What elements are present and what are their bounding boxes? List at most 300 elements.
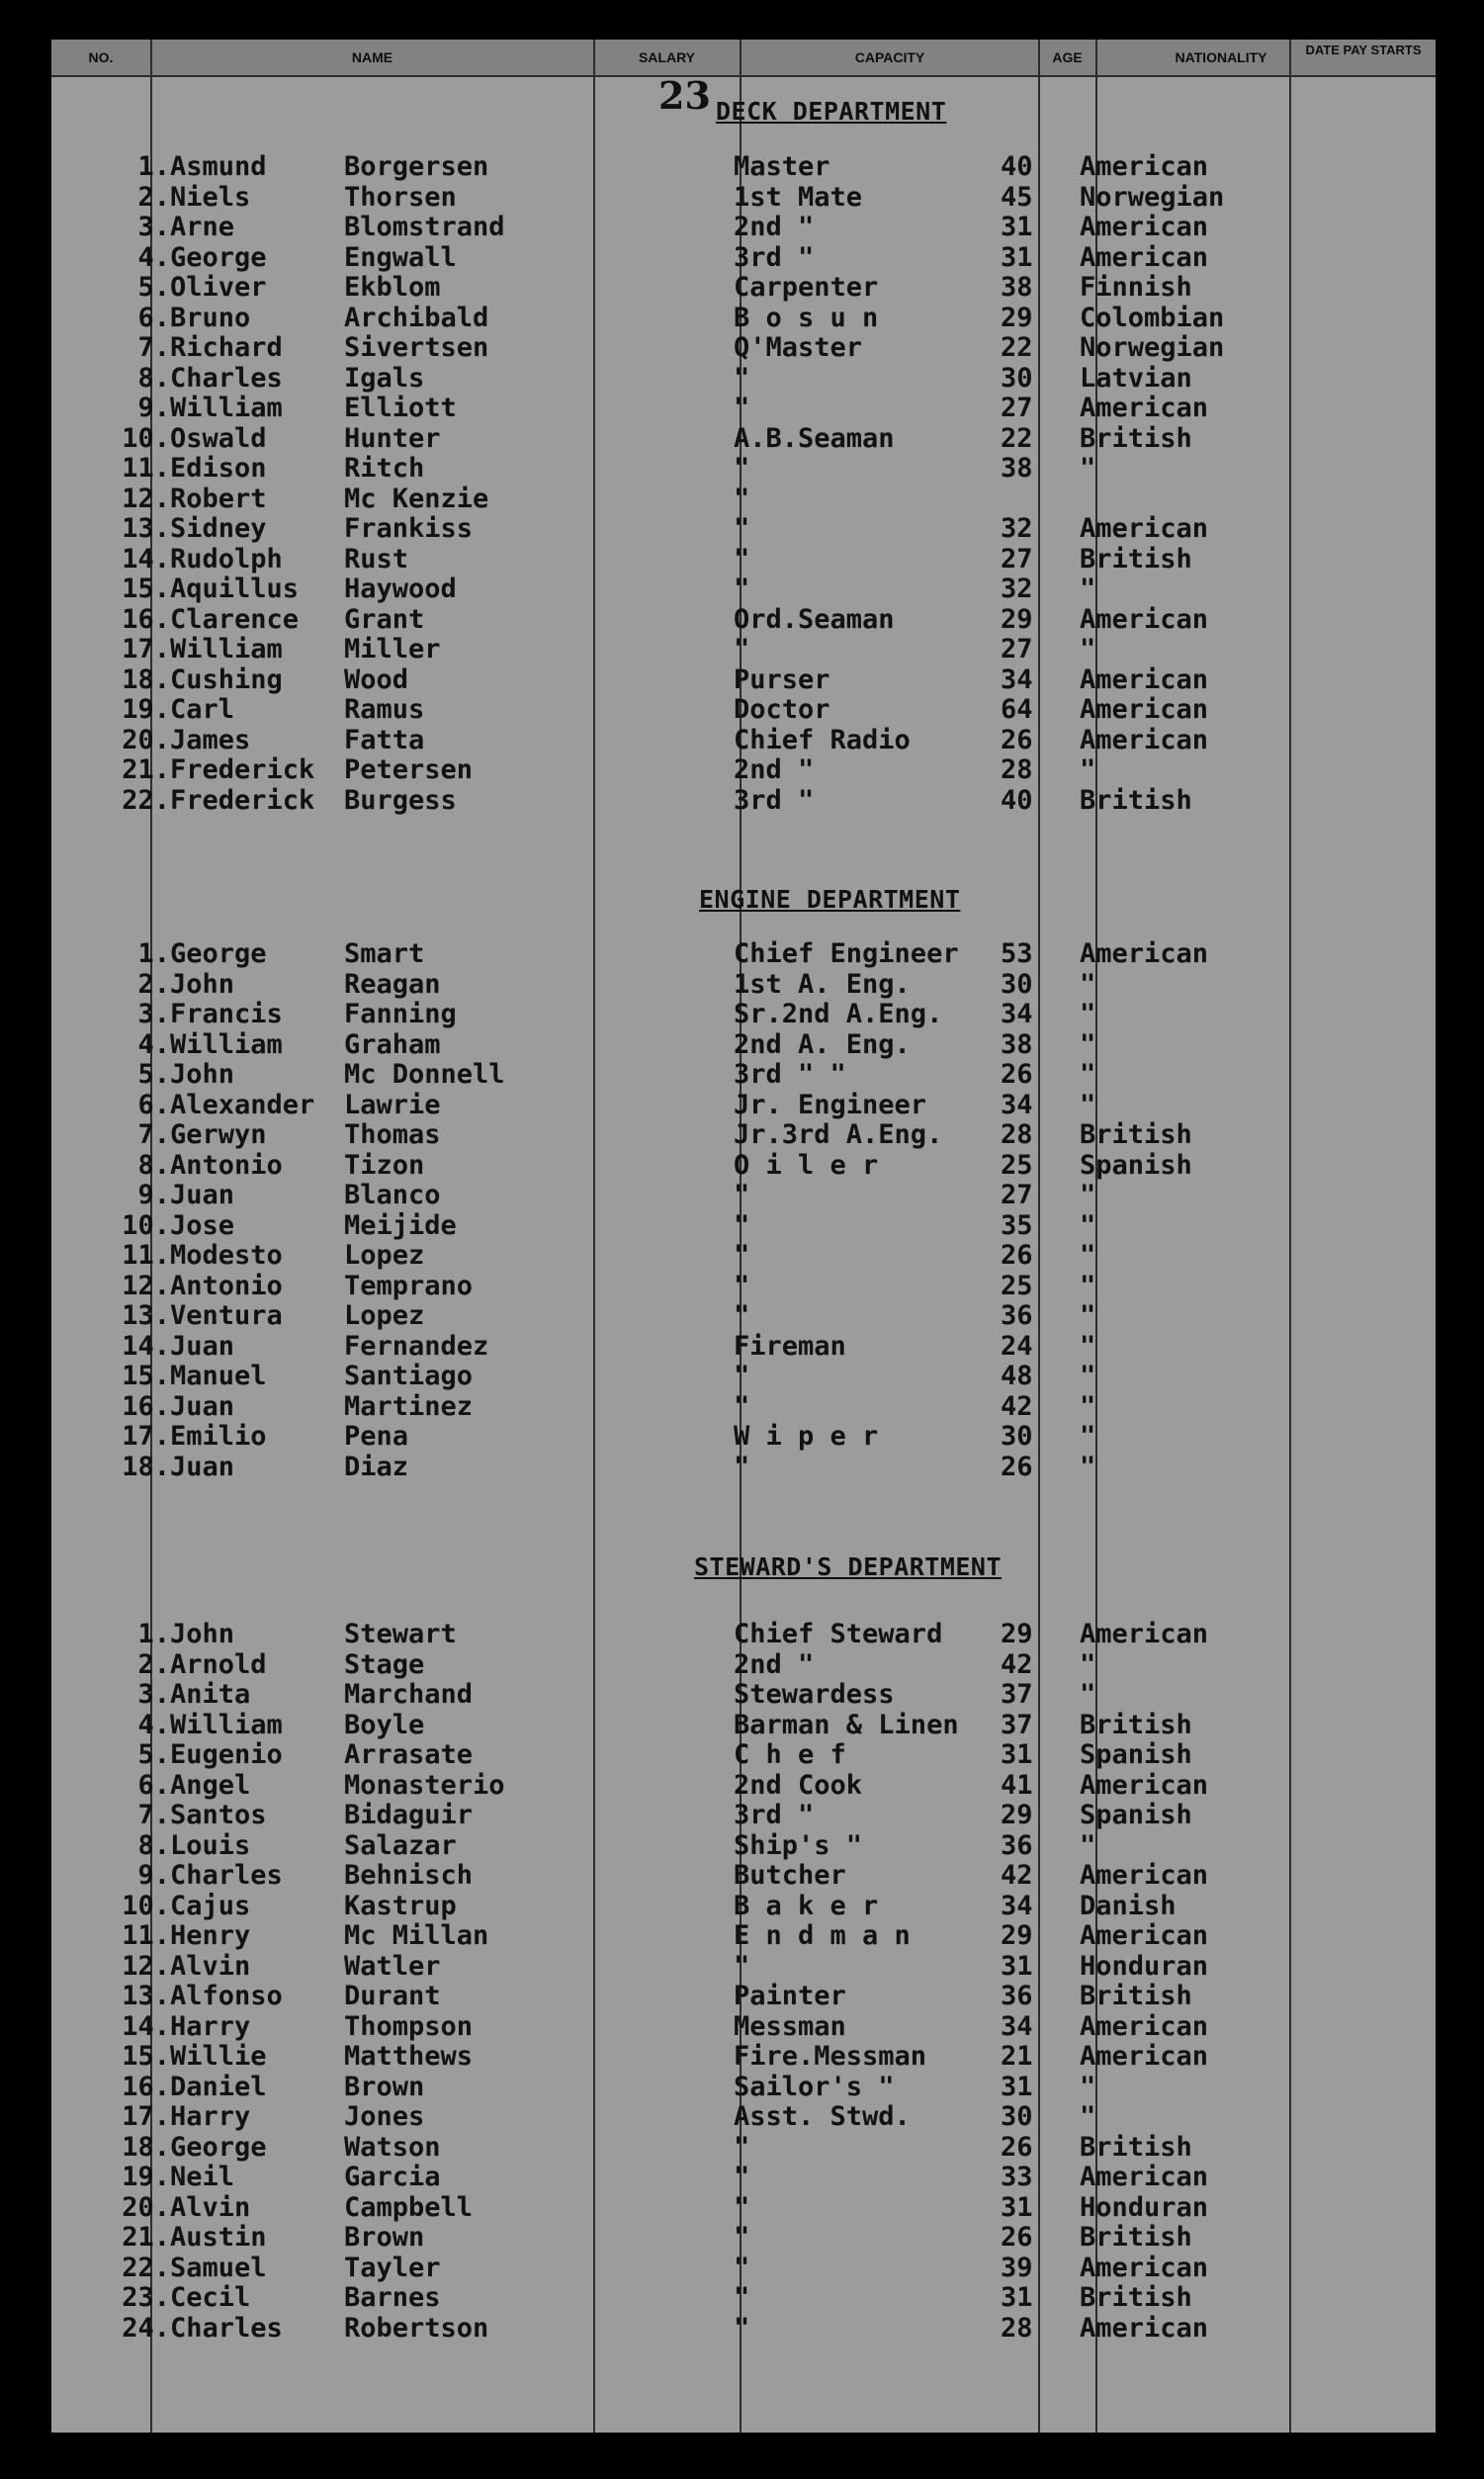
crew-number: 1. bbox=[137, 938, 170, 969]
crew-age: 32 bbox=[1001, 513, 1033, 544]
crew-capacity: W i p e r bbox=[734, 1421, 879, 1452]
crew-last-name: Smart bbox=[344, 938, 425, 969]
crew-last-name: Kastrup bbox=[344, 1890, 457, 1921]
crew-row bbox=[51, 635, 1436, 664]
crew-row bbox=[51, 1831, 1436, 1861]
crew-nationality: " bbox=[1080, 1059, 1096, 1090]
crew-row bbox=[51, 2042, 1436, 2072]
crew-first-name: Oliver bbox=[170, 272, 267, 303]
crew-first-name: George bbox=[170, 2131, 267, 2163]
crew-row bbox=[51, 695, 1436, 725]
crew-row bbox=[51, 575, 1436, 604]
crew-last-name: Tayler bbox=[344, 2252, 441, 2283]
crew-last-name: Lopez bbox=[344, 1300, 425, 1331]
crew-last-name: Archibald bbox=[344, 302, 489, 333]
crew-row bbox=[51, 364, 1436, 394]
crew-first-name: Jose bbox=[170, 1209, 235, 1241]
crew-number: 5. bbox=[137, 1739, 170, 1770]
crew-row bbox=[51, 970, 1436, 1000]
crew-capacity: " bbox=[734, 2252, 750, 2283]
crew-capacity: 2nd " bbox=[734, 754, 815, 785]
crew-first-name: Anita bbox=[170, 1679, 251, 1710]
crew-number: 2. bbox=[137, 968, 170, 1000]
crew-number: 6. bbox=[137, 1769, 170, 1801]
crew-number: 18. bbox=[122, 1451, 170, 1482]
crew-row bbox=[51, 1362, 1436, 1391]
crew-last-name: Reagan bbox=[344, 968, 441, 1000]
crew-row bbox=[51, 1091, 1436, 1120]
crew-number: 12. bbox=[122, 1950, 170, 1982]
crew-nationality: Honduran bbox=[1080, 2191, 1209, 2223]
crew-last-name: Watler bbox=[344, 1950, 441, 1982]
crew-row bbox=[51, 1332, 1436, 1362]
crew-row bbox=[51, 1301, 1436, 1331]
crew-age: 37 bbox=[1001, 1709, 1033, 1740]
crew-number: 13. bbox=[122, 1300, 170, 1331]
crew-row bbox=[51, 1952, 1436, 1982]
crew-nationality: American bbox=[1080, 694, 1209, 725]
crew-capacity: Chief Radio bbox=[734, 724, 911, 755]
crew-number: 19. bbox=[122, 2162, 170, 2192]
crew-nationality: American bbox=[1080, 1619, 1209, 1649]
crew-nationality: " bbox=[1080, 453, 1096, 484]
crew-age: 30 bbox=[1001, 1421, 1033, 1452]
crew-first-name: Henry bbox=[170, 1920, 251, 1951]
crew-row bbox=[51, 304, 1436, 333]
crew-capacity: Carpenter bbox=[734, 272, 879, 303]
crew-number: 15. bbox=[122, 1361, 170, 1391]
crew-number: 2. bbox=[137, 1648, 170, 1680]
crew-nationality: " bbox=[1080, 1390, 1096, 1422]
crew-age: 42 bbox=[1001, 1390, 1033, 1422]
crew-capacity: " bbox=[734, 2282, 750, 2313]
crew-nationality: British bbox=[1080, 2222, 1192, 2253]
crew-capacity: B a k e r bbox=[734, 1890, 879, 1921]
crew-number: 18. bbox=[122, 2131, 170, 2163]
crew-nationality: British bbox=[1080, 2282, 1192, 2313]
crew-nationality: " bbox=[1080, 1330, 1096, 1362]
crew-capacity: " bbox=[734, 634, 750, 664]
crew-nationality: " bbox=[1080, 574, 1096, 604]
crew-capacity: Butcher bbox=[734, 1860, 846, 1891]
crew-first-name: John bbox=[170, 1619, 235, 1649]
crew-number: 24. bbox=[122, 2312, 170, 2344]
crew-first-name: Cushing bbox=[170, 664, 283, 695]
crew-nationality: " bbox=[1080, 1180, 1096, 1210]
crew-capacity: Sr.2nd A.Eng. bbox=[734, 999, 943, 1029]
crew-first-name: Daniel bbox=[170, 2071, 267, 2102]
crew-nationality: " bbox=[1080, 634, 1096, 664]
crew-capacity: " bbox=[734, 453, 750, 484]
crew-age: 29 bbox=[1001, 1619, 1033, 1649]
crew-last-name: Igals bbox=[344, 362, 425, 394]
crew-last-name: Brown bbox=[344, 2071, 425, 2102]
crew-first-name: Carl bbox=[170, 694, 235, 725]
crew-last-name: Ramus bbox=[344, 694, 425, 725]
crew-capacity: " bbox=[734, 1180, 750, 1210]
crew-capacity: Doctor bbox=[734, 694, 830, 725]
crew-first-name: Niels bbox=[170, 181, 251, 213]
crew-last-name: Stage bbox=[344, 1648, 425, 1680]
crew-first-name: Charles bbox=[170, 2312, 283, 2344]
crew-capacity: " bbox=[734, 483, 750, 514]
crew-last-name: Ekblom bbox=[344, 272, 441, 303]
crew-number: 4. bbox=[137, 241, 170, 273]
crew-row bbox=[51, 2223, 1436, 2253]
crew-nationality: Colombian bbox=[1080, 302, 1225, 333]
crew-last-name: Behnisch bbox=[344, 1860, 474, 1891]
crew-last-name: Thompson bbox=[344, 2010, 474, 2042]
crew-first-name: Angel bbox=[170, 1769, 251, 1801]
crew-row bbox=[51, 1861, 1436, 1891]
crew-age: 30 bbox=[1001, 362, 1033, 394]
crew-number: 10. bbox=[122, 422, 170, 454]
crew-nationality: " bbox=[1080, 1451, 1096, 1482]
crew-nationality: " bbox=[1080, 1270, 1096, 1301]
crew-first-name: Neil bbox=[170, 2162, 235, 2192]
crew-nationality: American bbox=[1080, 1920, 1209, 1951]
crew-capacity: " bbox=[734, 574, 750, 604]
header-name: NAME bbox=[351, 49, 393, 65]
crew-last-name: Engwall bbox=[344, 241, 457, 273]
crew-age: 26 bbox=[1001, 1240, 1033, 1271]
crew-age: 31 bbox=[1001, 241, 1033, 273]
crew-age: 32 bbox=[1001, 574, 1033, 604]
crew-age: 48 bbox=[1001, 1361, 1033, 1391]
crew-nationality: " bbox=[1080, 1240, 1096, 1271]
crew-number: 18. bbox=[122, 664, 170, 695]
crew-last-name: Diaz bbox=[344, 1451, 409, 1482]
crew-first-name: Arne bbox=[170, 212, 235, 242]
crew-first-name: Asmund bbox=[170, 151, 267, 182]
crew-age: 40 bbox=[1001, 151, 1033, 182]
crew-age: 31 bbox=[1001, 212, 1033, 242]
crew-capacity: B o s u n bbox=[734, 302, 879, 333]
crew-first-name: Austin bbox=[170, 2222, 267, 2253]
crew-row bbox=[51, 2314, 1436, 2344]
crew-nationality: American bbox=[1080, 241, 1209, 273]
crew-row bbox=[51, 1272, 1436, 1301]
crew-row bbox=[51, 786, 1436, 816]
crew-nationality: American bbox=[1080, 938, 1209, 969]
crew-first-name: Manuel bbox=[170, 1361, 267, 1391]
crew-number: 7. bbox=[137, 1800, 170, 1830]
crew-row bbox=[51, 1241, 1436, 1271]
crew-age: 34 bbox=[1001, 999, 1033, 1029]
crew-capacity: " bbox=[734, 1390, 750, 1422]
crew-number: 3. bbox=[137, 212, 170, 242]
crew-row bbox=[51, 1030, 1436, 1060]
crew-row bbox=[51, 1422, 1436, 1452]
crew-first-name: James bbox=[170, 724, 251, 755]
crew-first-name: Richard bbox=[170, 332, 283, 363]
crew-number: 1. bbox=[137, 151, 170, 182]
crew-row bbox=[51, 1680, 1436, 1710]
crew-number: 5. bbox=[137, 1059, 170, 1090]
crew-first-name: John bbox=[170, 968, 235, 1000]
crew-capacity: " bbox=[734, 2191, 750, 2223]
crew-first-name: Charles bbox=[170, 1860, 283, 1891]
crew-nationality: Honduran bbox=[1080, 1950, 1209, 1982]
crew-last-name: Elliott bbox=[344, 393, 457, 423]
crew-number: 17. bbox=[122, 2101, 170, 2132]
crew-last-name: Boyle bbox=[344, 1709, 425, 1740]
crew-capacity: 2nd " bbox=[734, 1648, 815, 1680]
header-no: NO. bbox=[88, 49, 114, 65]
crew-first-name: Antonio bbox=[170, 1149, 283, 1181]
crew-row bbox=[51, 1181, 1436, 1210]
crew-first-name: Oswald bbox=[170, 422, 267, 454]
crew-last-name: Marchand bbox=[344, 1679, 474, 1710]
crew-first-name: Bruno bbox=[170, 302, 251, 333]
crew-last-name: Lawrie bbox=[344, 1089, 441, 1120]
crew-age: 34 bbox=[1001, 1089, 1033, 1120]
crew-capacity: 3rd " " bbox=[734, 1059, 846, 1090]
crew-first-name: Robert bbox=[170, 483, 267, 514]
crew-age: 28 bbox=[1001, 2312, 1033, 2344]
crew-capacity: Asst. Stwd. bbox=[734, 2101, 911, 2132]
crew-age: 41 bbox=[1001, 1769, 1033, 1801]
crew-number: 16. bbox=[122, 1390, 170, 1422]
crew-nationality: " bbox=[1080, 2101, 1096, 2132]
crew-nationality: American bbox=[1080, 2162, 1209, 2192]
crew-capacity: 2nd A. Eng. bbox=[734, 1028, 911, 1060]
crew-number: 21. bbox=[122, 2222, 170, 2253]
crew-row bbox=[51, 1711, 1436, 1740]
crew-row bbox=[51, 2163, 1436, 2192]
crew-age: 31 bbox=[1001, 1739, 1033, 1770]
crew-capacity: Barman & Linen bbox=[734, 1709, 959, 1740]
crew-last-name: Matthews bbox=[344, 2041, 474, 2072]
crew-capacity: 1st Mate bbox=[734, 181, 863, 213]
crew-capacity: Messman bbox=[734, 2010, 846, 2042]
crew-last-name: Salazar bbox=[344, 1829, 457, 1861]
crew-first-name: Willie bbox=[170, 2041, 267, 2072]
crew-capacity: E n d m a n bbox=[734, 1920, 911, 1951]
crew-nationality: American bbox=[1080, 151, 1209, 182]
crew-age: 45 bbox=[1001, 181, 1033, 213]
crew-number: 6. bbox=[137, 1089, 170, 1120]
crew-age: 27 bbox=[1001, 1180, 1033, 1210]
crew-number: 12. bbox=[122, 1270, 170, 1301]
crew-row bbox=[51, 665, 1436, 695]
crew-capacity: " bbox=[734, 362, 750, 394]
crew-capacity: Fireman bbox=[734, 1330, 846, 1362]
crew-capacity: Chief Engineer bbox=[734, 938, 959, 969]
crew-first-name: Alexander bbox=[170, 1089, 315, 1120]
crew-capacity: 2nd Cook bbox=[734, 1769, 863, 1801]
crew-capacity: " bbox=[734, 1270, 750, 1301]
crew-row bbox=[51, 1060, 1436, 1090]
crew-first-name: William bbox=[170, 393, 283, 423]
crew-row bbox=[51, 1982, 1436, 2011]
crew-nationality: American bbox=[1080, 212, 1209, 242]
crew-capacity: Stewardess bbox=[734, 1679, 895, 1710]
crew-number: 11. bbox=[122, 1240, 170, 1271]
crew-last-name: Robertson bbox=[344, 2312, 489, 2344]
crew-nationality: American bbox=[1080, 1860, 1209, 1891]
crew-capacity: " bbox=[734, 2222, 750, 2253]
crew-last-name: Graham bbox=[344, 1028, 441, 1060]
crew-row bbox=[51, 1620, 1436, 1649]
crew-last-name: Campbell bbox=[344, 2191, 474, 2223]
header-capacity: CAPACITY bbox=[854, 49, 925, 65]
crew-capacity: Jr. Engineer bbox=[734, 1089, 927, 1120]
crew-nationality: " bbox=[1080, 1421, 1096, 1452]
crew-age: 25 bbox=[1001, 1149, 1033, 1181]
crew-nationality: " bbox=[1080, 2071, 1096, 2102]
crew-nationality: Spanish bbox=[1080, 1800, 1192, 1830]
crew-age: 28 bbox=[1001, 1119, 1033, 1150]
crew-age: 22 bbox=[1001, 422, 1033, 454]
crew-first-name: George bbox=[170, 241, 267, 273]
crew-age: 36 bbox=[1001, 1300, 1033, 1331]
crew-first-name: William bbox=[170, 1028, 283, 1060]
crew-last-name: Arrasate bbox=[344, 1739, 474, 1770]
crew-number: 2. bbox=[137, 181, 170, 213]
crew-last-name: Jones bbox=[344, 2101, 425, 2132]
crew-nationality: " bbox=[1080, 1209, 1096, 1241]
crew-row bbox=[51, 2133, 1436, 2163]
crew-first-name: Modesto bbox=[170, 1240, 283, 1271]
crew-last-name: Wood bbox=[344, 664, 409, 695]
crew-first-name: Charles bbox=[170, 362, 283, 394]
crew-capacity: " bbox=[734, 1240, 750, 1271]
crew-first-name: Samuel bbox=[170, 2252, 267, 2283]
crew-number: 9. bbox=[137, 1180, 170, 1210]
crew-age: 53 bbox=[1001, 938, 1033, 969]
crew-row bbox=[51, 2283, 1436, 2313]
crew-nationality: British bbox=[1080, 1709, 1192, 1740]
crew-number: 14. bbox=[122, 543, 170, 575]
crew-last-name: Temprano bbox=[344, 1270, 474, 1301]
crew-row bbox=[51, 1921, 1436, 1951]
crew-capacity: " bbox=[734, 1361, 750, 1391]
crew-capacity: " bbox=[734, 2312, 750, 2344]
crew-number: 8. bbox=[137, 1829, 170, 1861]
crew-nationality: Norwegian bbox=[1080, 181, 1225, 213]
crew-capacity: " bbox=[734, 543, 750, 575]
crew-number: 8. bbox=[137, 1149, 170, 1181]
crew-first-name: Francis bbox=[170, 999, 283, 1029]
crew-row bbox=[51, 726, 1436, 755]
crew-row bbox=[51, 605, 1436, 635]
crew-age: 27 bbox=[1001, 393, 1033, 423]
crew-first-name: Arnold bbox=[170, 1648, 267, 1680]
crew-capacity: Ship's " bbox=[734, 1829, 863, 1861]
crew-capacity: C h e f bbox=[734, 1739, 846, 1770]
crew-last-name: Ritch bbox=[344, 453, 425, 484]
crew-number: 11. bbox=[122, 1920, 170, 1951]
crew-nationality: American bbox=[1080, 2312, 1209, 2344]
crew-row bbox=[51, 1120, 1436, 1150]
crew-row bbox=[51, 1151, 1436, 1181]
crew-number: 7. bbox=[137, 332, 170, 363]
crew-number: 13. bbox=[122, 1981, 170, 2011]
crew-row bbox=[51, 1453, 1436, 1482]
crew-capacity: A.B.Seaman bbox=[734, 422, 895, 454]
crew-nationality: Spanish bbox=[1080, 1149, 1192, 1181]
crew-nationality: Finnish bbox=[1080, 272, 1192, 303]
crew-age: 37 bbox=[1001, 1679, 1033, 1710]
crew-last-name: Frankiss bbox=[344, 513, 474, 544]
crew-age: 40 bbox=[1001, 784, 1033, 816]
crew-number: 3. bbox=[137, 999, 170, 1029]
crew-nationality: British bbox=[1080, 1981, 1192, 2011]
crew-row bbox=[51, 485, 1436, 514]
crew-row bbox=[51, 1771, 1436, 1801]
crew-first-name: Alvin bbox=[170, 2191, 251, 2223]
crew-number: 4. bbox=[137, 1028, 170, 1060]
header-age: AGE bbox=[1052, 49, 1083, 65]
crew-nationality: " bbox=[1080, 1361, 1096, 1391]
crew-age: 31 bbox=[1001, 2071, 1033, 2102]
crew-capacity: 3rd " bbox=[734, 784, 815, 816]
crew-age: 34 bbox=[1001, 1890, 1033, 1921]
crew-first-name: Gerwyn bbox=[170, 1119, 267, 1150]
crew-row bbox=[51, 2254, 1436, 2283]
crew-row bbox=[51, 2193, 1436, 2223]
crew-first-name: Sidney bbox=[170, 513, 267, 544]
steward-department-title: STEWARD'S DEPARTMENT bbox=[694, 1552, 1003, 1581]
crew-age: 38 bbox=[1001, 1028, 1033, 1060]
crew-number: 22. bbox=[122, 2252, 170, 2283]
crew-capacity: " bbox=[734, 1300, 750, 1331]
crew-age: 26 bbox=[1001, 724, 1033, 755]
crew-row bbox=[51, 273, 1436, 303]
crew-capacity: " bbox=[734, 2131, 750, 2163]
crew-age: 30 bbox=[1001, 2101, 1033, 2132]
crew-number: 14. bbox=[122, 1330, 170, 1362]
crew-number: 17. bbox=[122, 1421, 170, 1452]
crew-number: 22. bbox=[122, 784, 170, 816]
crew-age: 36 bbox=[1001, 1829, 1033, 1861]
crew-first-name: George bbox=[170, 938, 267, 969]
crew-capacity: " bbox=[734, 1451, 750, 1482]
crew-last-name: Thorsen bbox=[344, 181, 457, 213]
crew-age: 26 bbox=[1001, 2222, 1033, 2253]
crew-nationality: American bbox=[1080, 603, 1209, 635]
crew-row bbox=[51, 1650, 1436, 1680]
crew-age: 31 bbox=[1001, 2191, 1033, 2223]
crew-nationality: American bbox=[1080, 2041, 1209, 2072]
crew-nationality: American bbox=[1080, 1769, 1209, 1801]
crew-number: 15. bbox=[122, 2041, 170, 2072]
crew-number: 7. bbox=[137, 1119, 170, 1150]
crew-last-name: Sivertsen bbox=[344, 332, 489, 363]
crew-nationality: " bbox=[1080, 999, 1096, 1029]
crew-last-name: Borgersen bbox=[344, 151, 489, 182]
crew-nationality: British bbox=[1080, 2131, 1192, 2163]
crew-number: 12. bbox=[122, 483, 170, 514]
crew-nationality: " bbox=[1080, 1089, 1096, 1120]
crew-number: 17. bbox=[122, 634, 170, 664]
crew-first-name: Cajus bbox=[170, 1890, 251, 1921]
crew-last-name: Blomstrand bbox=[344, 212, 505, 242]
crew-row bbox=[51, 1892, 1436, 1921]
crew-row bbox=[51, 183, 1436, 213]
crew-number: 16. bbox=[122, 603, 170, 635]
crew-nationality: American bbox=[1080, 393, 1209, 423]
crew-last-name: Miller bbox=[344, 634, 441, 664]
crew-age: 34 bbox=[1001, 664, 1033, 695]
crew-age: 42 bbox=[1001, 1648, 1033, 1680]
crew-age: 28 bbox=[1001, 754, 1033, 785]
crew-first-name: Frederick bbox=[170, 784, 315, 816]
crew-last-name: Blanco bbox=[344, 1180, 441, 1210]
crew-number: 5. bbox=[137, 272, 170, 303]
header-nationality: NATIONALITY bbox=[1175, 49, 1267, 65]
